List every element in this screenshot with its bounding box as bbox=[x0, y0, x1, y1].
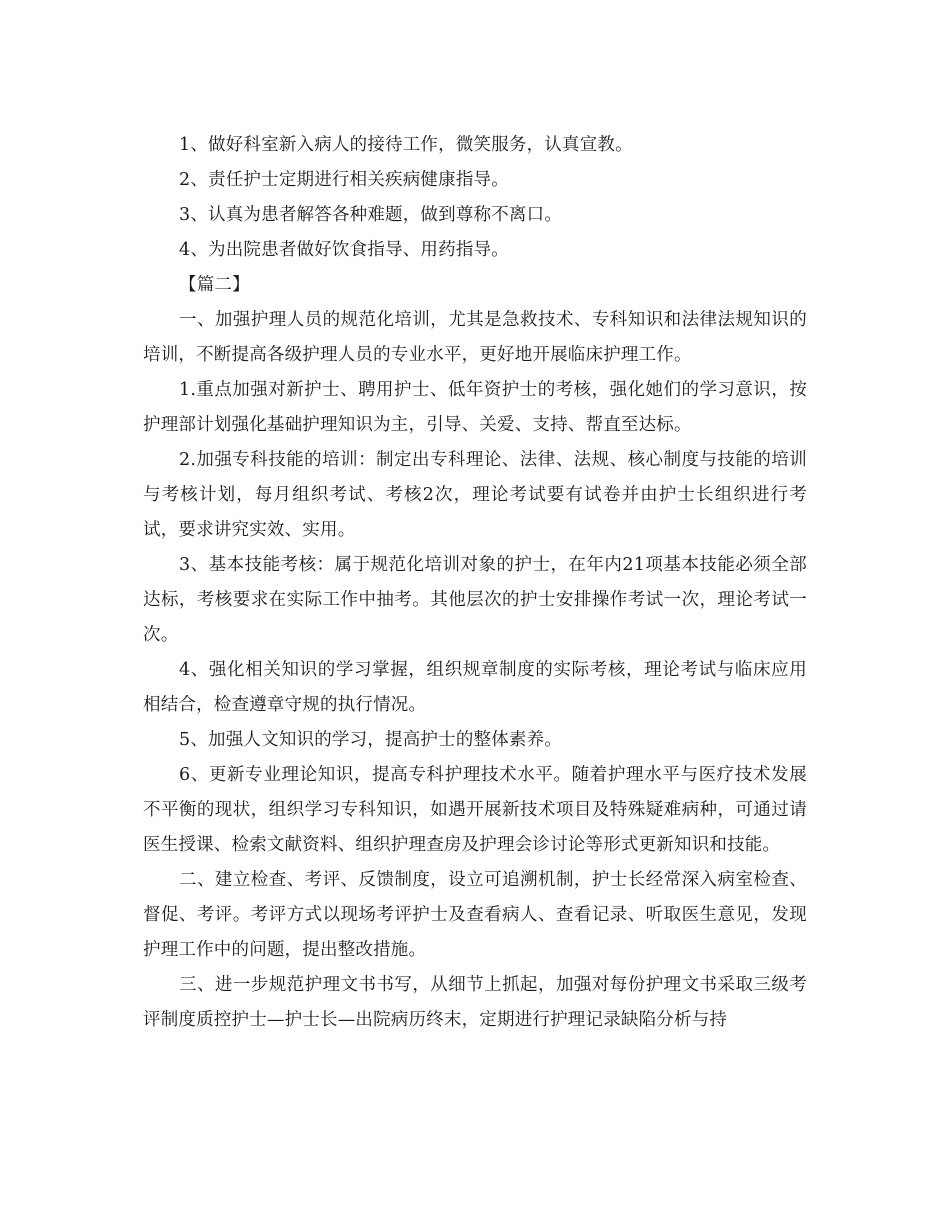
paragraph-section-2: 二、建立检查、考评、反馈制度，设立可追溯机制，护士长经常深入病室检查、督促、考评。考评方式以现场考评护士及查看病人、查看记录、听取医生意见，发现护理工作中的问题，提出整改措施。 bbox=[143, 870, 807, 960]
section-heading: 【篇二】 bbox=[179, 275, 250, 295]
document-body bbox=[143, 128, 807, 1038]
paragraph-item-5: 5、加强人文知识的学习，提高护士的整体素养。 bbox=[179, 730, 563, 750]
list-item-2: 2、责任护士定期进行相关疾病健康指导。 bbox=[179, 170, 509, 190]
list-item-1: 1、做好科室新入病人的接待工作，微笑服务，认真宣教。 bbox=[179, 135, 633, 155]
paragraph-item-3: 3、基本技能考核：属于规范化培训对象的护士，在年内21项基本技能必须全部达标，考核要求在实际工作中抽考。其他层次的护士安排操作考试一次，理论考试一次。 bbox=[143, 555, 807, 645]
list-item-4: 4、为出院患者做好饮食指导、用药指导。 bbox=[179, 240, 509, 260]
paragraph-item-4: 4、强化相关知识的学习掌握，组织规章制度的实际考核，理论考试与临床应用相结合，检查遵章守规的执行情况。 bbox=[143, 660, 807, 715]
paragraph-item-2: 2.加强专科技能的培训：制定出专科理论、法律、法规、核心制度与技能的培训与考核计划，每月组织考试、考核2次，理论考试要有试卷并由护士长组织进行考试，要求讲究实效、实用。 bbox=[143, 450, 807, 540]
paragraph-section-1: 一、加强护理人员的规范化培训，尤其是急救技术、专科知识和法律法规知识的培训，不断提高各级护理人员的专业水平，更好地开展临床护理工作。 bbox=[143, 310, 807, 365]
paragraph-section-3: 三、进一步规范护理文书书写，从细节上抓起，加强对每份护理文书采取三级考评制度质控护士—护士长—出院病历终末，定期进行护理记录缺陷分析与持 bbox=[143, 975, 807, 1030]
list-item-3: 3、认真为患者解答各种难题，做到尊称不离口。 bbox=[179, 205, 563, 225]
paragraph-item-1: 1.重点加强对新护士、聘用护士、低年资护士的考核，强化她们的学习意识，按护理部计划强化基础护理知识为主，引导、关爱、支持、帮直至达标。 bbox=[143, 380, 807, 435]
paragraph-item-6: 6、更新专业理论知识，提高专科护理技术水平。随着护理水平与医疗技术发展不平衡的现状，组织学习专科知识，如遇开展新技术项目及特殊疑难病种，可通过请医生授课、检索文献资料、组织护理查房及护理会诊讨论等形式更新知识和技能。 bbox=[143, 765, 807, 855]
